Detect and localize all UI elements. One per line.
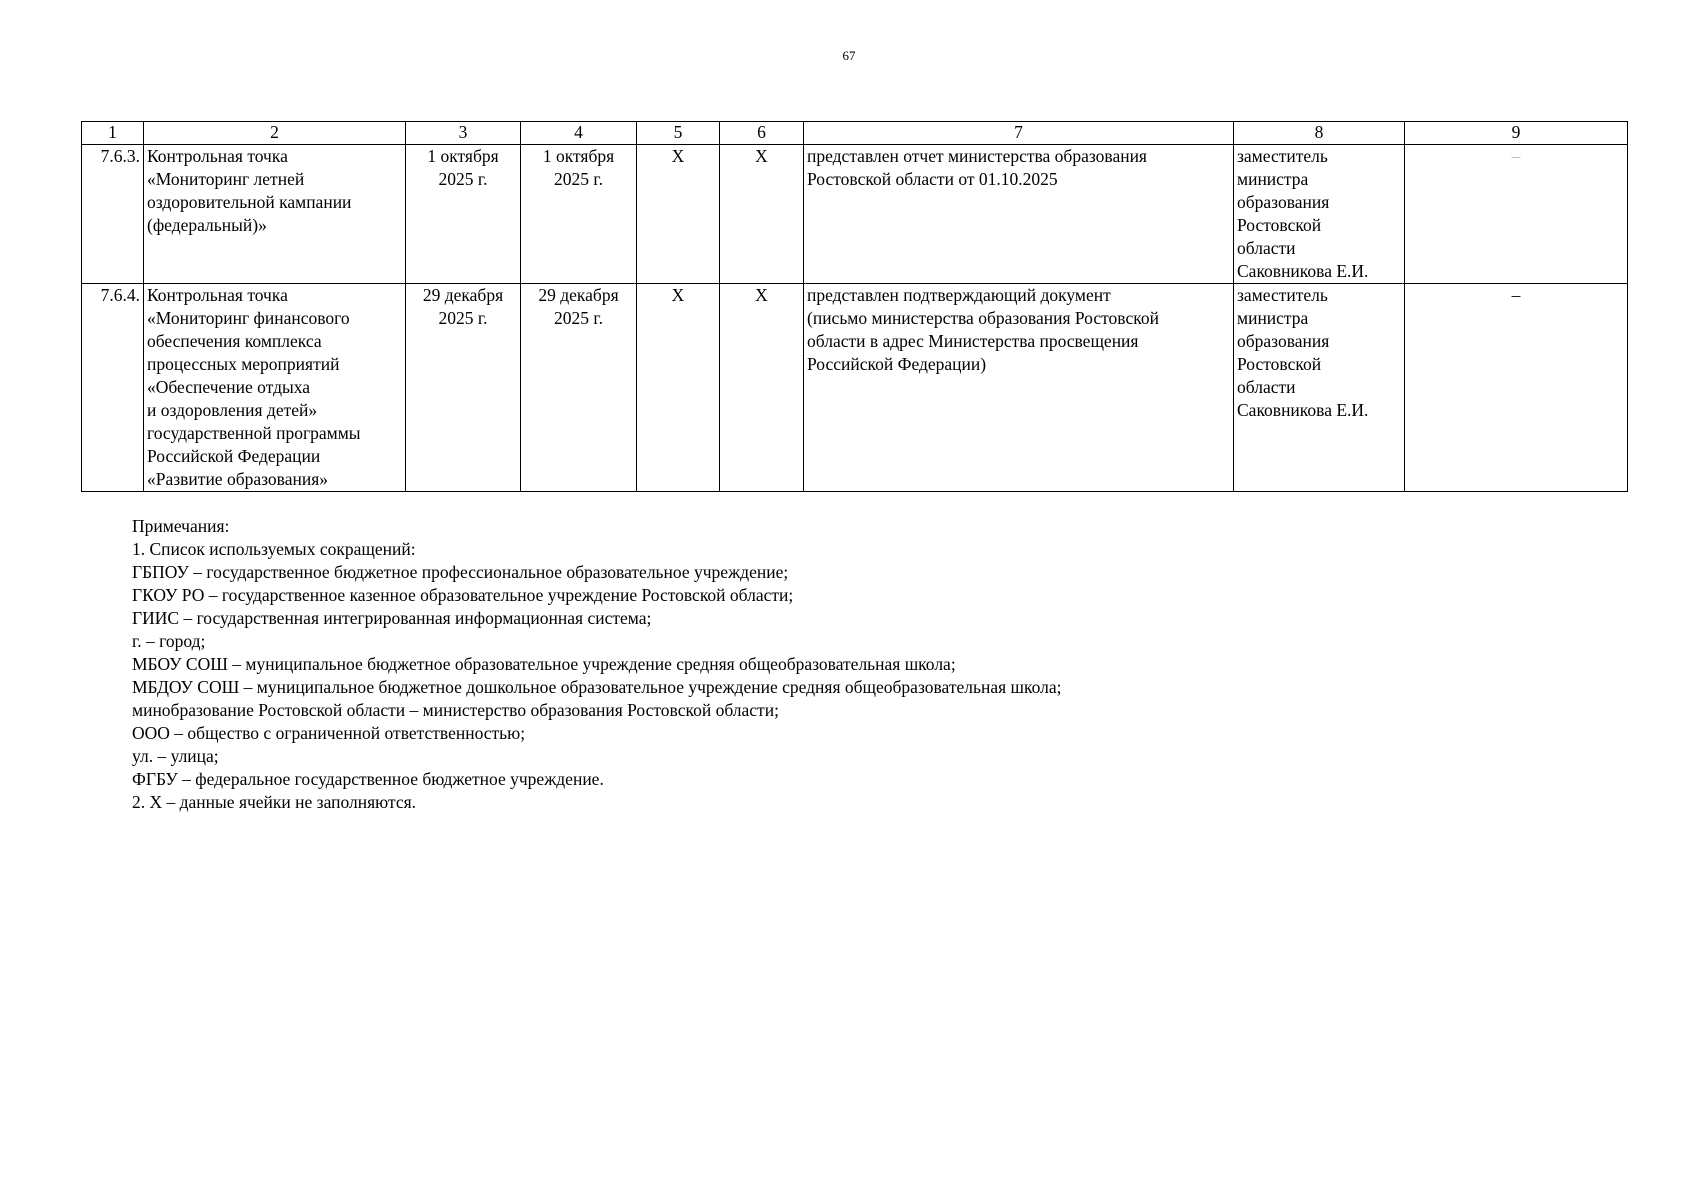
table-header-row xyxy=(82,122,1628,145)
note-line: ГИИС – государственная интегрированная информационная система; xyxy=(132,608,652,628)
column-header-6: 6 xyxy=(720,122,804,145)
note-line: минобразование Ростовской области – министерство образования Ростовской области; xyxy=(132,700,779,720)
responsible-person: заместитель министра образования Ростовской области Саковникова Е.И. xyxy=(1234,145,1405,284)
notes-section xyxy=(132,515,1582,814)
note-line: г. – город; xyxy=(132,631,206,651)
start-date: 1 октября 2025 г. xyxy=(406,145,521,284)
control-point-name: Контрольная точка «Мониторинг финансового обеспечения комплекса процессных мероприятий «Обеспечение отдыха и оздоровления детей» государственной программы Российской Федерации «Развитие образования» xyxy=(144,284,406,492)
column-header-1: 1 xyxy=(82,122,144,145)
note-line: ФГБУ – федеральное государственное бюджетное учреждение. xyxy=(132,769,604,789)
column-header-2: 2 xyxy=(144,122,406,145)
column-header-3: 3 xyxy=(406,122,521,145)
note-line: МБДОУ СОШ – муниципальное бюджетное дошкольное образовательное учреждение средняя общеобразовательная школа; xyxy=(132,677,1062,697)
result-description: представлен отчет министерства образования Ростовской области от 01.10.2025 xyxy=(804,145,1234,284)
column-6-value: Х xyxy=(720,284,804,492)
page-number: 67 xyxy=(842,48,856,63)
column-header-5: 5 xyxy=(637,122,720,145)
row-number: 7.6.4. xyxy=(82,284,144,492)
row-number: 7.6.3. xyxy=(82,145,144,284)
end-date: 29 декабря 2025 г. xyxy=(521,284,637,492)
column-header-8: 8 xyxy=(1234,122,1405,145)
start-date: 29 декабря 2025 г. xyxy=(406,284,521,492)
column-9-value: – xyxy=(1405,284,1628,492)
note-line: МБОУ СОШ – муниципальное бюджетное образовательное учреждение средняя общеобразовательная школа; xyxy=(132,654,956,674)
note-line: ГБПОУ – государственное бюджетное профессиональное образовательное учреждение; xyxy=(132,562,789,582)
column-5-value: Х xyxy=(637,145,720,284)
end-date: 1 октября 2025 г. xyxy=(521,145,637,284)
note-line: ГКОУ РО – государственное казенное образовательное учреждение Ростовской области; xyxy=(132,585,794,605)
column-header-4: 4 xyxy=(521,122,637,145)
responsible-person: заместитель министра образования Ростовской области Саковникова Е.И. xyxy=(1234,284,1405,492)
note-line: ул. – улица; xyxy=(132,746,219,766)
note-line: 2. Х – данные ячейки не заполняются. xyxy=(132,792,417,812)
table-row xyxy=(82,284,1628,492)
table-row xyxy=(82,145,1628,284)
control-point-name: Контрольная точка «Мониторинг летней оздоровительной кампании (федеральный)» xyxy=(144,145,406,284)
control-points-table xyxy=(81,121,1628,492)
column-9-value: – xyxy=(1405,145,1628,284)
column-header-7: 7 xyxy=(804,122,1234,145)
column-header-9: 9 xyxy=(1405,122,1628,145)
result-description: представлен подтверждающий документ (письмо министерства образования Ростовской области в адрес Министерства просвещения Российской Федерации) xyxy=(804,284,1234,492)
column-5-value: Х xyxy=(637,284,720,492)
column-6-value: Х xyxy=(720,145,804,284)
notes-title: Примечания: xyxy=(132,516,230,536)
note-line: ООО – общество с ограниченной ответственностью; xyxy=(132,723,526,743)
note-line: 1. Список используемых сокращений: xyxy=(132,539,416,559)
